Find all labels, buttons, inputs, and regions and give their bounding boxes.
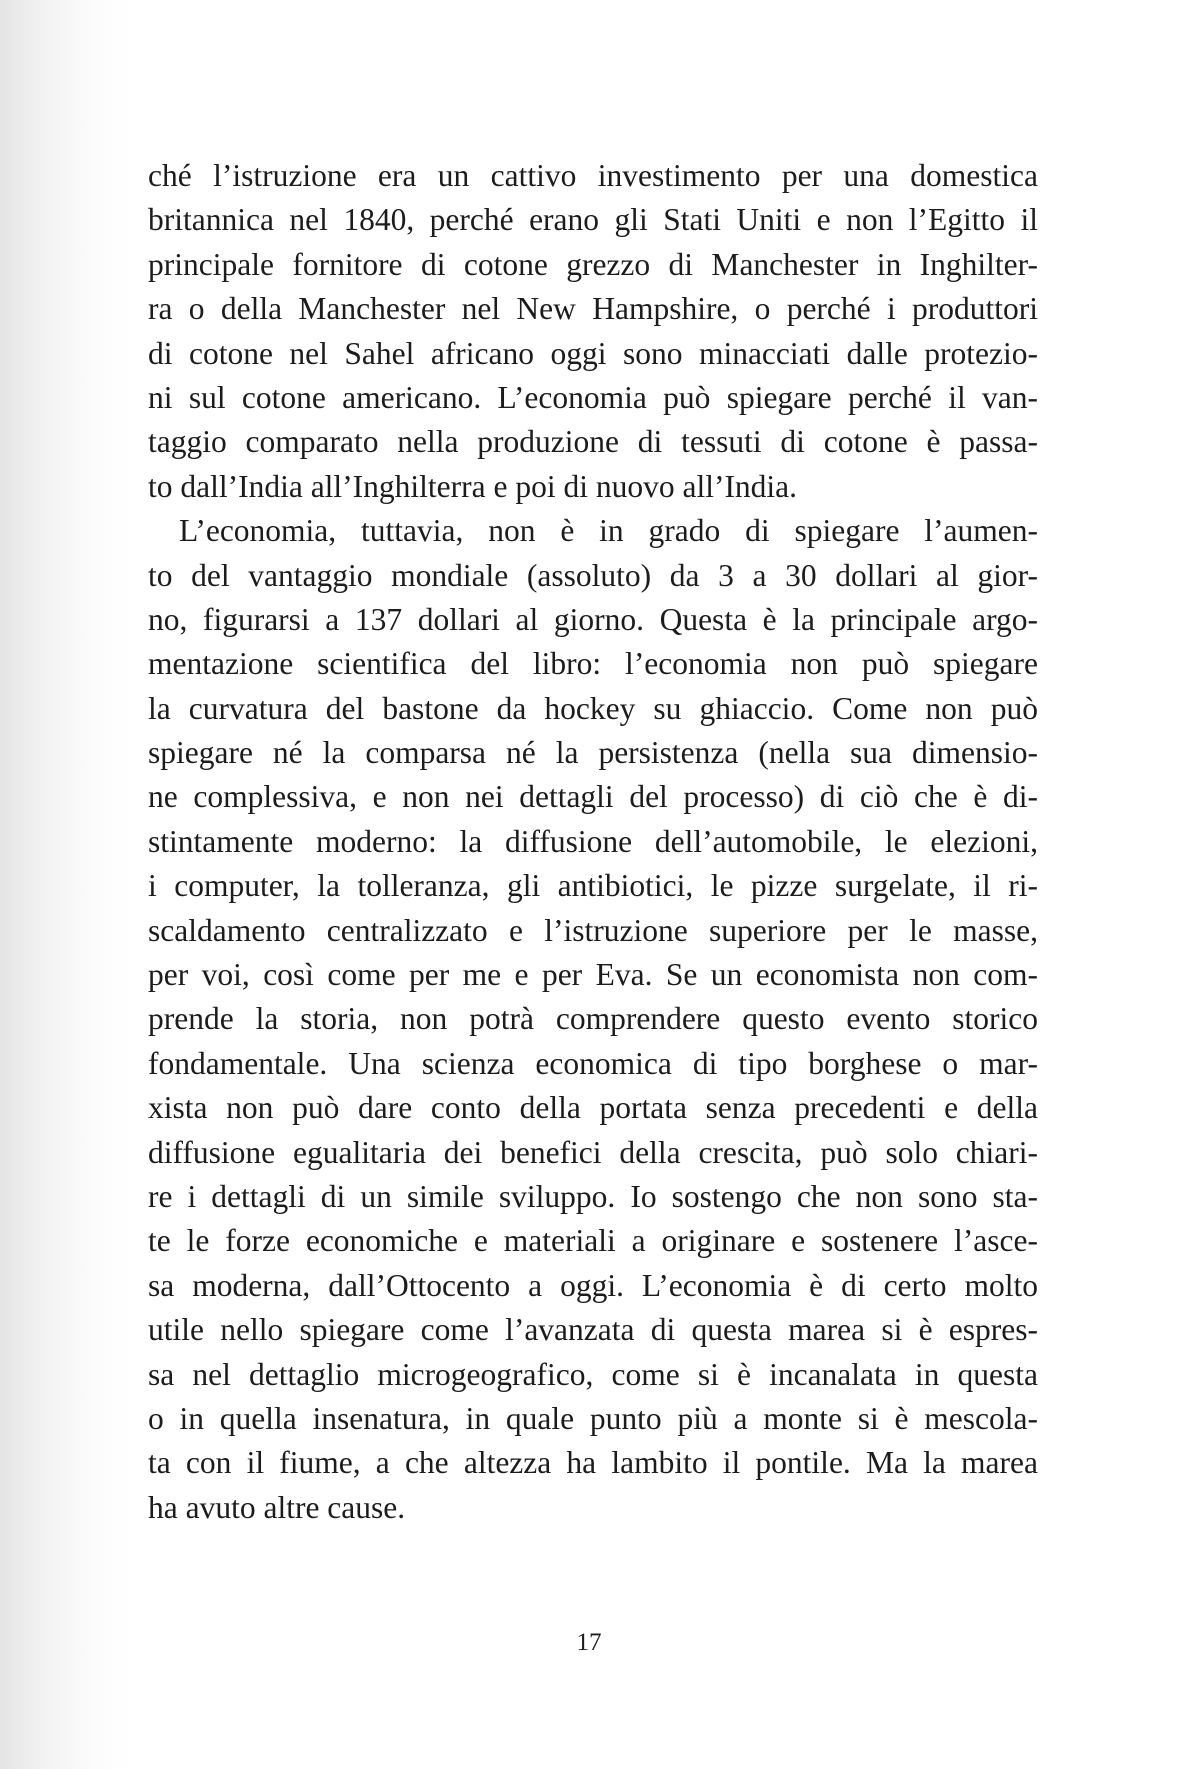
paragraph-2 xyxy=(148,509,1038,1530)
text-line: ne complessiva, e non nei dettagli del processo) di ciò che è di- xyxy=(148,779,1038,815)
text-line: re i dettagli di un simile sviluppo. Io sostengo che non sono sta- xyxy=(148,1178,1038,1214)
text-line: per voi, così come per me e per Eva. Se un economista non com- xyxy=(148,957,1038,993)
text-line: ra o della Manchester nel New Hampshire, o perché i produttori xyxy=(148,291,1038,327)
text-line: no, figurarsi a 137 dollari al giorno. Questa è la principale argo- xyxy=(148,601,1038,637)
text-line: stintamente moderno: la diffusione dell’automobile, le elezioni, xyxy=(148,823,1038,859)
text-line: mentazione scientifica del libro: l’economia non può spiegare xyxy=(148,646,1038,682)
text-line: utile nello spiegare come l’avanzata di questa marea si è espres- xyxy=(148,1312,1038,1348)
text-line: o in quella insenatura, in quale punto più a monte si è mescola- xyxy=(148,1400,1038,1436)
text-line: sa moderna, dall’Ottocento a oggi. L’economia è di certo molto xyxy=(148,1267,1038,1303)
text-line: to del vantaggio mondiale (assoluto) da 3 a 30 dollari al gior- xyxy=(148,557,1038,593)
paragraph-1 xyxy=(148,154,1038,509)
text-line: taggio comparato nella produzione di tessuti di cotone è passa- xyxy=(148,424,1038,460)
text-line: L’economia, tuttavia, non è in grado di spiegare l’aumen- xyxy=(179,513,1038,549)
body-text xyxy=(148,154,1038,1530)
text-line: di cotone nel Sahel africano oggi sono minacciati dalle protezio- xyxy=(148,335,1038,371)
text-line: diffusione egualitaria dei benefici della crescita, può solo chiari- xyxy=(148,1134,1038,1170)
text-line: i computer, la tolleranza, gli antibiotici, le pizze surgelate, il ri- xyxy=(148,868,1038,904)
text-line: fondamentale. Una scienza economica di tipo borghese o mar- xyxy=(148,1045,1038,1081)
text-line: ni sul cotone americano. L’economia può spiegare perché il van- xyxy=(148,379,1038,415)
text-line: ha avuto altre cause. xyxy=(148,1489,406,1525)
text-line: ché l’istruzione era un cattivo investimento per una domestica xyxy=(148,158,1038,193)
text-line: la curvatura del bastone da hockey su ghiaccio. Come non può xyxy=(148,690,1038,726)
text-line: principale fornitore di cotone grezzo di Manchester in Inghilter- xyxy=(148,246,1038,282)
text-line: britannica nel 1840, perché erano gli Stati Uniti e non l’Egitto il xyxy=(148,202,1038,238)
text-line: sa nel dettaglio microgeografico, come si è incanalata in questa xyxy=(148,1356,1038,1392)
text-line: to dall’India all’Inghilterra e poi di nuovo all’India. xyxy=(148,468,798,504)
page-number: 17 xyxy=(576,1629,602,1656)
text-line: scaldamento centralizzato e l’istruzione superiore per le masse, xyxy=(148,912,1038,948)
text-line: xista non può dare conto della portata senza precedenti e della xyxy=(148,1090,1038,1126)
text-line: ta con il fiume, a che altezza ha lambito il pontile. Ma la marea xyxy=(148,1445,1038,1481)
text-line: spiegare né la comparsa né la persistenza (nella sua dimensio- xyxy=(148,735,1038,771)
text-line: prende la storia, non potrà comprendere questo evento storico xyxy=(148,1001,1038,1037)
text-line: te le forze economiche e materiali a originare e sostenere l’asce- xyxy=(148,1223,1038,1259)
